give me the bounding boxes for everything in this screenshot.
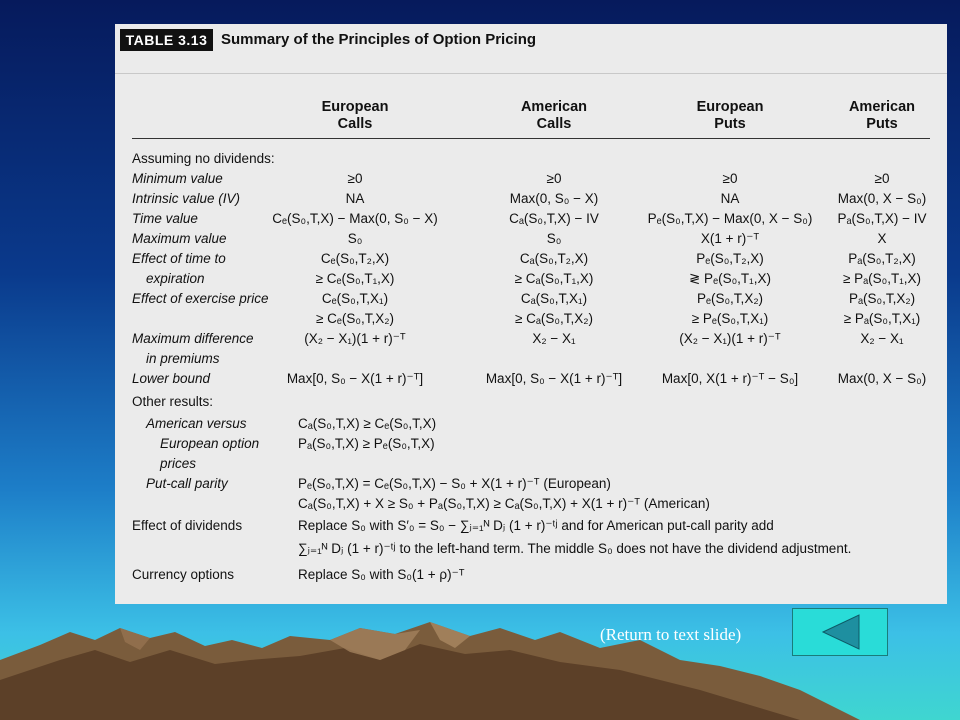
table-cell: X(1 + r)⁻ᵀ	[700, 231, 760, 246]
table-cell: ≥ Cₑ(S₀,T₁,X)	[315, 271, 395, 286]
table-cell: Max(0, X − S₀)	[837, 191, 927, 206]
other-result-text: Pₑ(S₀,T,X) = Cₑ(S₀,T,X) − S₀ + X(1 + r)⁻ᵀ (European)	[298, 476, 611, 491]
table-cell: ≥ Cₑ(S₀,T,X₂)	[315, 311, 395, 326]
table-cell: S₀	[546, 231, 562, 246]
other-result-label: European option	[160, 436, 260, 451]
dividends-text-line-1: Replace S₀ with S′₀ = S₀ − ∑ⱼ₌₁ᴺ Dⱼ (1 + r)⁻ᵗʲ and for American put-call parity add	[298, 518, 774, 533]
table-cell: ≥ Pₐ(S₀,T,X₁)	[843, 311, 921, 326]
table-panel	[115, 24, 947, 604]
table-title: Summary of the Principles of Option Pricing	[221, 31, 537, 48]
table-cell: S₀	[347, 231, 363, 246]
table-cell: NA	[720, 191, 740, 206]
table-cell: Cₐ(S₀,T,X) − IV	[509, 211, 599, 226]
currency-text: Replace S₀ with S₀(1 + ρ)⁻ᵀ	[298, 567, 465, 582]
table-cell: Cₑ(S₀,T,X₁)	[321, 291, 389, 306]
table-cell: Pₐ(S₀,T₂,X)	[848, 251, 916, 266]
table-cell: Pₑ(S₀,T₂,X)	[696, 251, 764, 266]
table-number: TABLE 3.13	[120, 29, 213, 51]
return-to-text-slide-label[interactable]: (Return to text slide)	[600, 625, 742, 644]
table-header	[115, 24, 947, 74]
other-result-text: Pₐ(S₀,T,X) ≥ Pₑ(S₀,T,X)	[298, 436, 435, 451]
table-cell: Max[0, S₀ − X(1 + r)⁻ᵀ]	[485, 371, 623, 386]
dividends-text-line-2: ∑ⱼ₌₁ᴺ Dⱼ (1 + r)⁻ᵗʲ to the left-hand term. The middle S₀ does not have the dividend adjustment.	[298, 541, 852, 556]
table-cell: (X₂ − X₁)(1 + r)⁻ᵀ	[304, 331, 406, 346]
table-cell: ≥ Pₑ(S₀,T,X₁)	[691, 311, 769, 326]
table-cell: Max(0, X − S₀)	[837, 371, 927, 386]
table-cell: Cₑ(S₀,T₂,X)	[320, 251, 390, 266]
row-label: Assuming no dividends:	[132, 151, 275, 166]
table-cell: Max(0, S₀ − X)	[509, 191, 599, 206]
table-cell: Cₐ(S₀,T,X₁)	[520, 291, 588, 306]
other-result-label: prices	[160, 456, 197, 471]
header-divider	[132, 138, 930, 139]
table-cell: ≷ Pₑ(S₀,T₁,X)	[689, 271, 771, 286]
table-cell: ≥0	[546, 171, 562, 186]
row-label: Maximum difference	[132, 331, 254, 346]
back-button[interactable]	[792, 608, 888, 656]
row-label: Lower bound	[132, 371, 211, 386]
other-results-heading: Other results:	[132, 394, 214, 409]
row-label: expiration	[146, 271, 205, 286]
table-cell: Pₑ(S₀,T,X) − Max(0, X − S₀)	[647, 211, 813, 226]
table-cell: (X₂ − X₁)(1 + r)⁻ᵀ	[679, 331, 781, 346]
table-cell: Pₐ(S₀,T,X) − IV	[837, 211, 927, 226]
table-cell: Cₑ(S₀,T,X) − Max(0, S₀ − X)	[272, 211, 438, 226]
table-cell: Max[0, S₀ − X(1 + r)⁻ᵀ]	[286, 371, 424, 386]
row-label: Effect of exercise price	[132, 291, 269, 306]
row-label: Minimum value	[132, 171, 223, 186]
table-cell: ≥ Pₐ(S₀,T₁,X)	[842, 271, 922, 286]
table-cell: ≥0	[722, 171, 738, 186]
currency-label: Currency options	[132, 567, 235, 582]
table-cell: X₂ − X₁	[860, 331, 904, 346]
row-label: Time value	[132, 211, 198, 226]
table-cell: ≥0	[347, 171, 363, 186]
other-result-text: Cₐ(S₀,T,X) + X ≥ S₀ + Pₐ(S₀,T,X) ≥ Cₐ(S₀,T,X) + X(1 + r)⁻ᵀ (American)	[298, 496, 710, 511]
column-header-american-puts: American Puts	[848, 99, 916, 132]
table-cell: NA	[345, 191, 365, 206]
table-cell: Pₑ(S₀,T,X₂)	[696, 291, 764, 306]
table-cell: X₂ − X₁	[532, 331, 576, 346]
other-result-label: Put-call parity	[146, 476, 228, 491]
table-cell: ≥0	[874, 171, 890, 186]
row-label: Maximum value	[132, 231, 227, 246]
table-cell: Max[0, X(1 + r)⁻ᵀ − S₀]	[661, 371, 799, 386]
table-cell: Cₐ(S₀,T₂,X)	[519, 251, 589, 266]
column-header-european-puts: European Puts	[696, 99, 764, 132]
other-result-text: Cₐ(S₀,T,X) ≥ Cₑ(S₀,T,X)	[298, 416, 437, 431]
row-label: Effect of time to	[132, 251, 226, 266]
row-label: Intrinsic value (IV)	[132, 191, 241, 206]
table-cell: ≥ Cₐ(S₀,T₁,X)	[514, 271, 594, 286]
table-cell: X	[877, 231, 887, 246]
row-label: in premiums	[146, 351, 220, 366]
column-header-european-calls: European Calls	[321, 99, 389, 132]
dividends-label: Effect of dividends	[132, 518, 243, 533]
column-header-american-calls: American Calls	[520, 99, 588, 132]
table-cell: Pₐ(S₀,T,X₂)	[848, 291, 916, 306]
left-triangle-icon	[793, 609, 887, 655]
other-result-label: American versus	[146, 416, 247, 431]
table-cell: ≥ Cₐ(S₀,T,X₂)	[514, 311, 594, 326]
